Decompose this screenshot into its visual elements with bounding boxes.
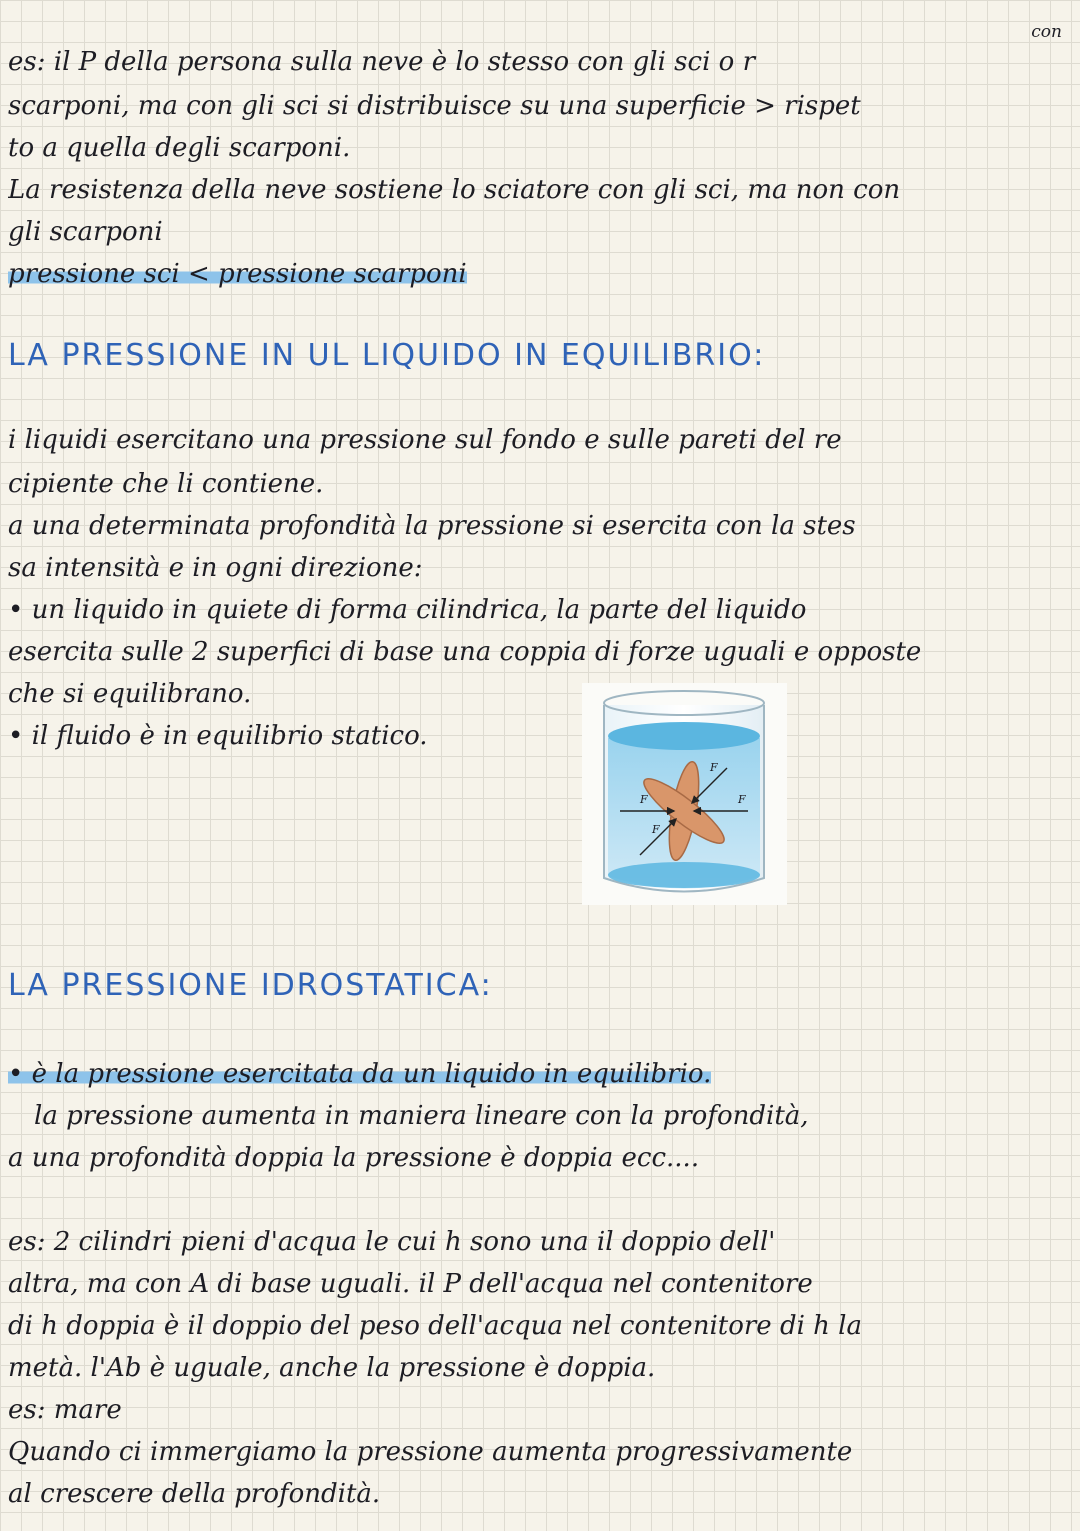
water-surface <box>608 722 760 750</box>
text-line: es: mare <box>8 1395 122 1425</box>
text-line: to a quella degli scarponi. <box>8 133 351 163</box>
text-line: es: il P della persona sulla neve è lo stesso con gli sci o r <box>8 47 756 77</box>
cylinder-figure <box>582 683 787 905</box>
section-heading: LA PRESSIONE IN UL LIQUIDO IN EQUILIBRIO: <box>8 338 766 373</box>
text-line: cipiente che li contiene. <box>8 469 324 499</box>
highlighted-statement <box>8 1056 711 1092</box>
text-line: che si equilibrano. <box>8 679 252 709</box>
water-bottom <box>608 862 760 888</box>
text-line: gli scarponi <box>8 217 163 247</box>
force-label: F <box>652 823 660 836</box>
text-line: • il fluido è in equilibrio statico. <box>8 721 428 751</box>
text-line: al crescere della profondità. <box>8 1479 381 1509</box>
text-line: es: 2 cilindri pieni d'acqua le cui h sono una il doppio dell' <box>8 1227 776 1257</box>
text-line: metà. l'Ab è uguale, anche la pressione è doppia. <box>8 1353 656 1383</box>
highlight-text: pressione sci < pressione scarponi <box>8 259 467 289</box>
text-line: La resistenza della neve sostiene lo sciatore con gli sci, ma non con <box>8 175 901 205</box>
text-line: Quando ci immergiamo la pressione aumenta progressivamente <box>8 1437 853 1467</box>
force-label: F <box>640 793 648 806</box>
highlight-text: • è la pressione esercitata da un liquido in equilibrio. <box>8 1059 712 1089</box>
force-label: F <box>738 793 746 806</box>
section-heading: LA PRESSIONE IDROSTATICA: <box>8 968 493 1003</box>
text-line: la pressione aumenta in maniera lineare con la profondità, <box>34 1101 809 1131</box>
highlighted-statement <box>8 256 467 292</box>
text-line: i liquidi esercitano una pressione sul fondo e sulle pareti del re <box>8 425 842 455</box>
text-line: a una profondità doppia la pressione è doppia ecc.... <box>8 1143 700 1173</box>
text-line: sa intensità e in ogni direzione: <box>8 553 423 583</box>
text-line: • un liquido in quiete di forma cilindrica, la parte del liquido <box>8 595 807 625</box>
text-line: altra, ma con A di base uguali. il P dell'acqua nel contenitore <box>8 1269 813 1299</box>
text-line: scarponi, ma con gli sci si distribuisce su una superficie > rispet <box>8 91 861 121</box>
text-line: esercita sulle 2 superfici di base una coppia di forze uguali e opposte <box>8 637 922 667</box>
text-line: di h doppia è il doppio del peso dell'acqua nel contenitore di h la <box>8 1311 862 1341</box>
force-label: F <box>710 761 718 774</box>
text-line: a una determinata profondità la pressione si esercita con la stes <box>8 511 856 541</box>
margin-note: con <box>1031 22 1062 42</box>
